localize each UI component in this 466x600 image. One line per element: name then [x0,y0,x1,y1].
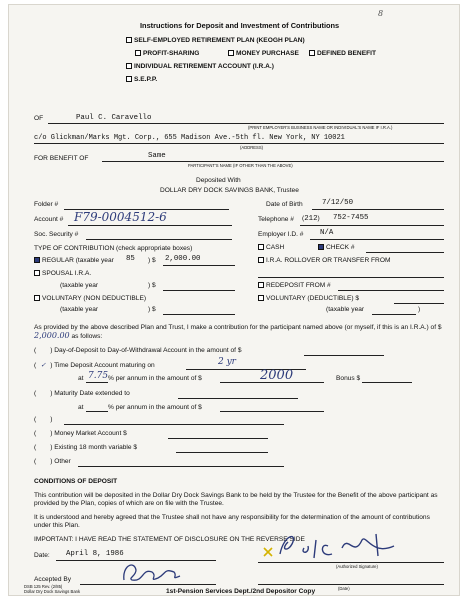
account-label: Account # [34,216,64,223]
plan-profit-sharing[interactable]: PROFIT-SHARING [135,50,199,57]
regular-year[interactable]: 85 [126,255,135,263]
depositor-signature-icon[interactable] [258,528,408,562]
conditions-heading: CONDITIONS OF DEPOSIT [34,478,118,485]
ssn-label: Soc. Security # [34,231,79,238]
rollover-option[interactable]: I.R.A. ROLLOVER OR TRANSFER FROM [258,257,390,264]
date-label: Date: [34,552,50,559]
option-blank-1[interactable]: ( ) [34,416,53,423]
benefit-label: FOR BENEFIT OF [34,155,89,162]
of-name-value[interactable]: Paul C. Caravello [76,114,152,122]
option-other[interactable]: ( ) Other [34,458,71,465]
rate-prefix: at [78,375,84,382]
voluntary-non-taxable-year: (taxable year [60,306,99,313]
voluntary-ded-checkbox[interactable] [258,295,264,301]
plan-ira[interactable]: INDIVIDUAL RETIREMENT ACCOUNT (I.R.A.) [126,63,274,70]
employer-value[interactable]: N/A [320,229,334,237]
conditions-paragraph-2: It is understood and hereby agreed that the Trustee shall not have any responsibility for the determination of the amount of contributions under this Plan. [34,514,430,530]
regular-close: ) $ [148,257,156,264]
spousal-taxable-year: (taxable year [60,282,99,289]
plan-money-purchase[interactable]: MONEY PURCHASE [228,50,299,57]
trustee-name: DOLLAR DRY DOCK SAVINGS BANK, Trustee [160,187,299,194]
voluntary-non-checkbox[interactable] [34,295,40,301]
employer-label: Employer I.D. # [258,231,304,238]
telephone-field[interactable]: (212) [302,215,320,223]
benefit-value[interactable]: Same [148,152,166,160]
time-deposit-amount[interactable]: 2000 [260,368,294,383]
profit-sharing-checkbox[interactable] [135,50,141,56]
voluntary-ded-option[interactable]: VOLUNTARY (DEDUCTIBLE) $ [258,295,359,302]
dob-label: Date of Birth [266,201,303,208]
sepp-checkbox[interactable] [126,76,132,82]
form-id: DSB 125 Rev. (2/85) [24,584,63,589]
check-checkbox[interactable] [318,244,324,250]
disclosure-statement: IMPORTANT: I HAVE READ THE STATEMENT OF DISCLOSURE ON THE REVERSE SIDE [34,536,305,543]
form-title: Instructions for Deposit and Investment of Contributions [140,21,340,30]
option-time-deposit[interactable]: ( ✓ ) Time Deposit Account maturing on [34,361,155,369]
option-money-market[interactable]: ( ) Money Market Account $ [34,430,127,437]
contribution-type-label: TYPE OF CONTRIBUTION (check appropriate boxes) [34,245,193,252]
cash-option[interactable]: CASH [258,244,284,251]
date-value[interactable]: April 8, 1986 [66,550,124,558]
regular-option[interactable]: REGULAR (taxable year [34,257,114,264]
telephone-number[interactable]: 752-7455 [333,214,369,222]
option-existing18[interactable]: ( ) Existing 18 month variable $ [34,444,138,451]
bonus-label: Bonus $ [336,375,361,382]
of-label: OF [34,115,44,122]
regular-amount[interactable]: 2,000.00 [165,255,201,263]
voluntary-non-close: ) $ [148,306,156,313]
of-caption: (PRINT EMPLOYER'S BUSINESS NAME OR INDIVIDUAL'S NAME IF I.R.A.) [248,125,393,130]
regular-checkbox[interactable] [34,257,40,263]
folder-label: Folder # [34,201,59,208]
authorized-signature-caption: (Authorized Signature) [336,564,378,569]
instruction-text: As provided by the above described Plan and Trust, I make a contribution for the participant named above (or myself, if this is an I.R.A.) of $ 2,000.00 as follows: [34,324,442,341]
address-value[interactable]: c/o Glickman/Marks Mgt. Corp., 655 Madison Ave.-5th fl. New York, NY 10021 [34,134,345,142]
plan-keogh[interactable]: SELF-EMPLOYED RETIREMENT PLAN (KEOGH PLAN) [126,37,305,44]
address-caption: (ADDRESS) [240,145,264,150]
rollover-checkbox[interactable] [258,257,264,263]
redeposit-option[interactable]: REDEPOSIT FROM # [258,282,331,289]
voluntary-ded-taxable-year: (taxable year [326,306,365,313]
plan-defined-benefit[interactable]: DEFINED BENEFIT [309,50,376,57]
deposited-with: Deposited With [196,177,241,184]
time-deposit-term[interactable]: 2 yr [218,357,236,367]
copy-designation: 1st-Pension Services Dept./2nd Depositor Copy [166,588,316,595]
plan-sepp[interactable]: S.E.P.P. [126,76,157,83]
page-number: 8 [378,9,384,18]
benefit-caption: PARTICIPANT'S NAME (IF OTHER THAN THE ABOVE) [188,163,293,168]
maturity-rate-prefix: at [78,404,84,411]
voluntary-ded-close: ) [418,306,421,313]
acceptor-signature-icon[interactable] [118,558,188,586]
spousal-checkbox[interactable] [34,270,40,276]
spousal-close: ) $ [148,282,156,289]
date-caption: (Date) [338,586,350,591]
option-day-of-deposit[interactable]: ( ) Day-of-Deposit to Day-of-Withdrawal Account in the amount of $ [34,347,242,354]
ira-checkbox[interactable] [126,63,132,69]
accepted-by-label: Accepted By [34,576,72,583]
check-option[interactable]: CHECK # [318,244,355,251]
maturity-rate-suffix: % per annum in the amount of $ [108,404,202,411]
voluntary-non-option[interactable]: VOLUNTARY (NON DEDUCTIBLE) [34,295,146,302]
rate-suffix: % per annum in the amount of $ [108,375,202,382]
rate-value[interactable]: 7.75 [88,371,109,381]
dob-value[interactable]: 7/12/50 [322,199,354,207]
account-value[interactable]: F79-0004512-6 [74,210,167,224]
telephone-label: Telephone # [258,216,294,223]
cash-checkbox[interactable] [258,244,264,250]
option-maturity-extended[interactable]: ( ) Maturity Date extended to [34,390,130,397]
defined-benefit-checkbox[interactable] [309,50,315,56]
deposit-form [8,4,460,596]
money-purchase-checkbox[interactable] [228,50,234,56]
instruction-amount[interactable]: 2,000.00 [34,331,70,341]
conditions-paragraph-1: This contribution will be deposited in the Dollar Dry Dock Savings Bank to be held by the Trustee for the Benefit of the above participant as provided by the Plan, copies of which are on file with the Trustee. [34,492,438,508]
footer-bank: Dollar Dry Dock Savings Bank [24,589,81,594]
redeposit-checkbox[interactable] [258,282,264,288]
spousal-option[interactable]: SPOUSAL I.R.A. [34,270,91,277]
keogh-checkbox[interactable] [126,37,132,43]
